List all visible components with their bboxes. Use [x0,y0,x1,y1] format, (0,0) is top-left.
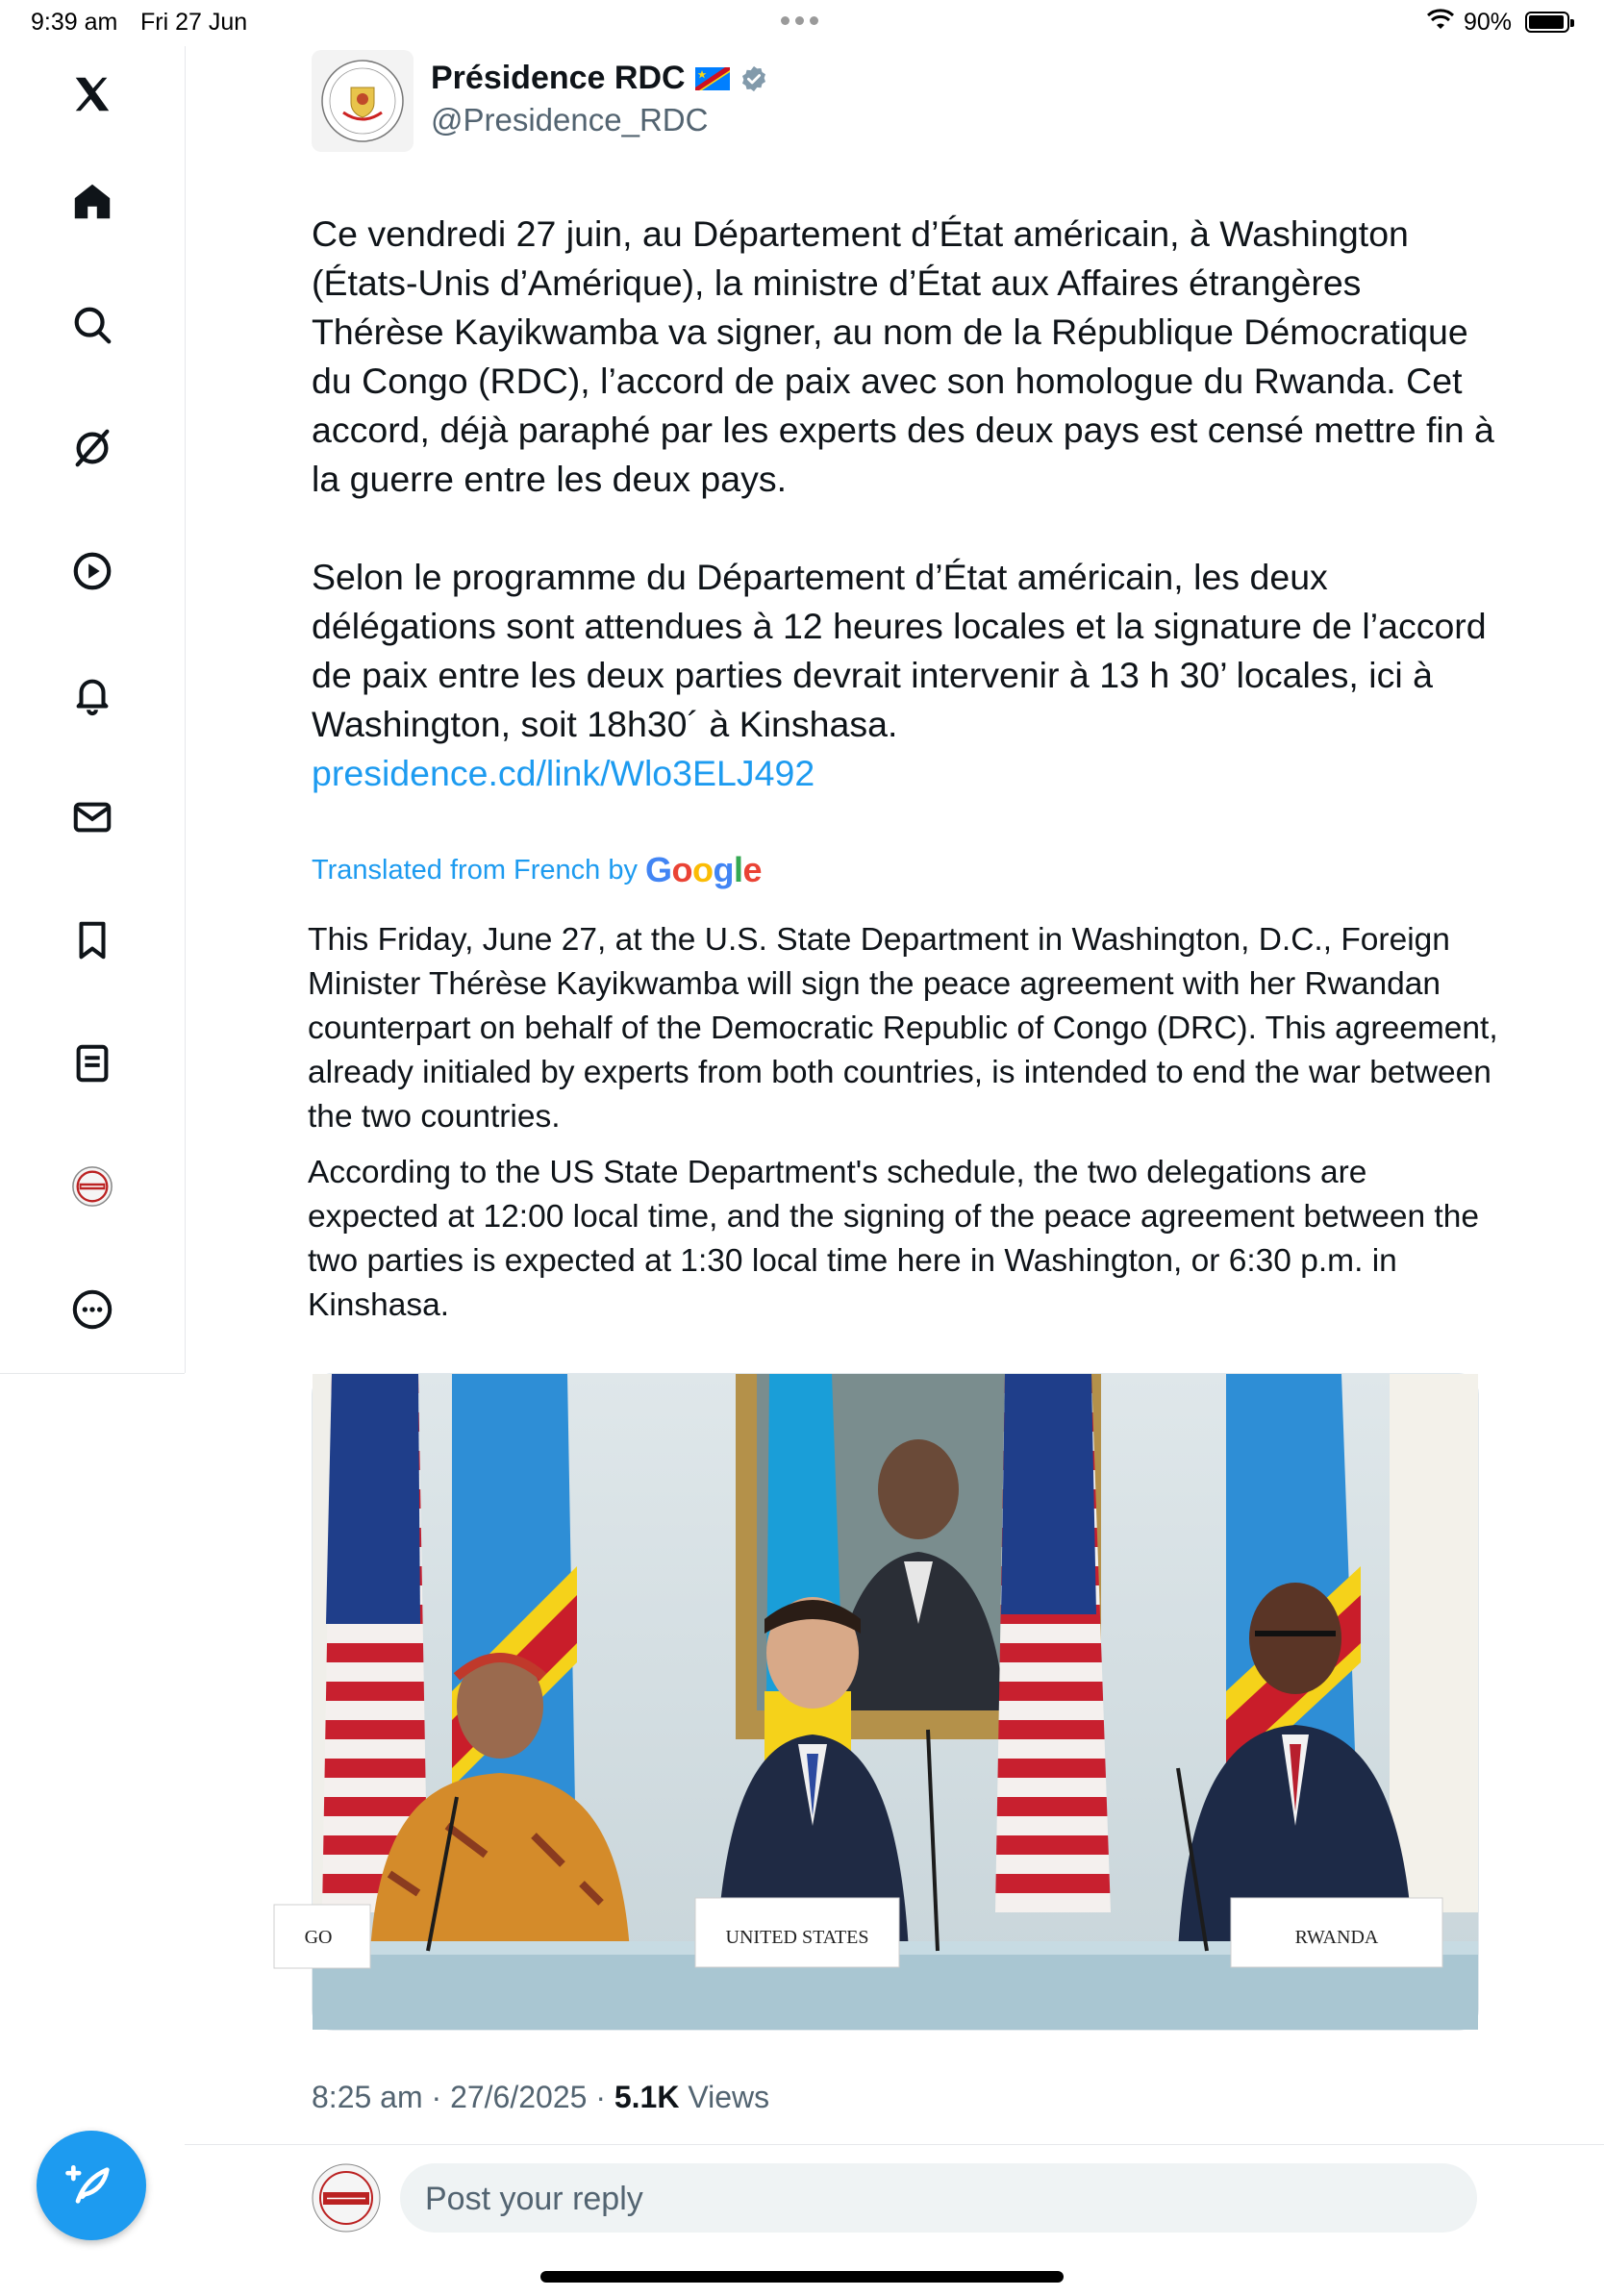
lists-icon[interactable] [46,1017,138,1110]
meta-separator: · [595,2080,614,2114]
grok-icon[interactable] [46,402,138,494]
status-date: Fri 27 Jun [140,9,248,36]
translated-label: Translated from French by [312,854,638,886]
profile-avatar[interactable] [46,1140,138,1233]
reply-avatar[interactable] [312,2163,381,2233]
post-text [312,210,1494,798]
search-icon[interactable] [46,279,138,371]
compose-icon [64,2159,118,2212]
translated-text [308,918,1500,1328]
author-name-text: Présidence RDC [431,60,686,96]
wifi-icon [1427,10,1454,31]
status-bar [0,0,1604,46]
post-link[interactable]: presidence.cd/link/Wlo3ELJ492 [312,753,815,793]
status-time: 9:39 am [31,9,118,36]
bookmarks-icon[interactable] [46,894,138,986]
post-photo[interactable] [304,1373,1479,2031]
views-label: Views [688,2080,770,2114]
signing-ceremony-photo [304,1374,1478,2030]
video-icon[interactable] [46,525,138,617]
sidebar-divider [0,1373,185,1374]
post-paragraph-2-text: Selon le programme du Département d’État américain, les deux délégations sont attendues à 12 heures locales et la signature de l’accord de paix entre les deux parties devrait intervenir à 13 h 30’ locales, ici à Washington, soit 18h30´ à Kinshasa. [312,557,1487,744]
translation-attribution[interactable] [312,850,762,890]
author-avatar[interactable] [312,50,414,152]
post-time[interactable]: 8:25 am [312,2080,423,2114]
post-paragraph-2 [312,553,1494,798]
reply-box[interactable] [400,2163,1477,2233]
reply-divider [185,2144,1604,2145]
presidency-seal-icon [316,55,409,147]
battery-percent: 90% [1464,9,1513,36]
messages-icon[interactable] [46,771,138,863]
notifications-icon[interactable] [46,648,138,740]
meta-separator: · [431,2080,451,2114]
translation-paragraph-2: According to the US State Department's schedule, the two delegations are expected at 12:00 local time, and the signing of the peace agreement between the two parties is expected at 1:30 local time here in Washington, or 6:30 p.m. in Kinshasa. [308,1155,1480,1323]
battery-icon [1525,12,1569,33]
sidebar [0,46,186,1373]
more-icon[interactable] [46,1263,138,1356]
author-handle[interactable]: @Presidence_RDC [431,102,709,137]
home-indicator[interactable] [540,2271,1064,2283]
compose-button[interactable] [37,2131,146,2240]
post-meta [312,2080,769,2115]
verified-badge-icon [739,64,768,93]
placard-united-states: UNITED STATES [725,1927,869,1948]
google-logo: Google [645,850,763,889]
placard-edge: GO [304,1927,333,1948]
post-date[interactable]: 27/6/2025 [450,2080,588,2114]
home-icon[interactable] [46,156,138,248]
reply-input[interactable] [423,2163,1446,2234]
placard-rwanda: RWANDA [1294,1927,1379,1948]
multitasking-dots-icon[interactable] [781,16,818,25]
author-name[interactable] [431,60,768,97]
translation-paragraph-1: This Friday, June 27, at the U.S. State Department in Washington, D.C., Foreign Minister Thérèse Kayikwamba will sign the peace agreement with her Rwandan counterpart on behalf of the Democratic Republic of Congo (DRC). This agreement, already initialed by experts from both countries, is intended to end the war between the two countries. [308,922,1498,1135]
drc-flag-icon [695,67,730,90]
views-count: 5.1K [614,2080,680,2114]
post-paragraph-1: Ce vendredi 27 juin, au Département d’État américain, à Washington (États-Unis d’Amérique), la ministre d’État aux Affaires étrangères Thérèse Kayikwamba va signer, au nom de la République Démocratique du Congo (RDC), l’accord de paix avec son homologue du Rwanda. Cet accord, déjà paraphé par les experts des deux pays est censé mettre fin à la guerre entre les deux pays. [312,213,1494,499]
x-logo-icon[interactable] [46,48,138,140]
